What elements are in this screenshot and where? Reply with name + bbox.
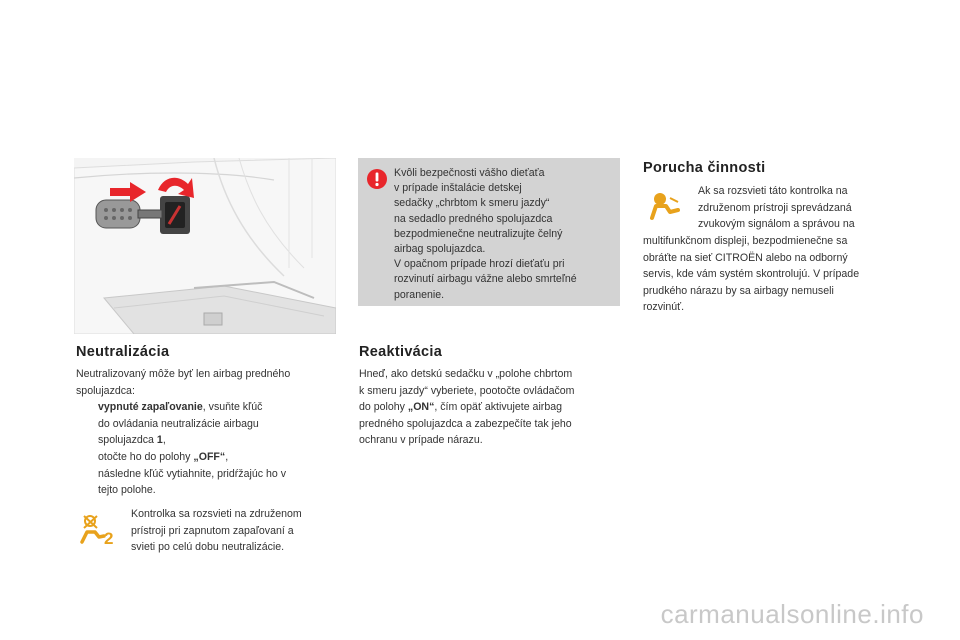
step-2-end: , xyxy=(225,450,229,463)
malfunction-line: zvukovým signálom a správou na xyxy=(698,218,855,231)
warning-text xyxy=(394,166,577,303)
lamp-digit: 2 xyxy=(104,529,114,546)
malfunction-body xyxy=(643,233,859,316)
reactivation-line xyxy=(359,399,575,416)
lamp-line: svieti po celú dobu neutralizácie. xyxy=(131,541,285,554)
malfunction-line: prudkého nárazu by sa airbagy nemuseli xyxy=(643,284,834,297)
lamp-line: prístroji pri zapnutom zapaľovaní a xyxy=(131,524,294,537)
step-2 xyxy=(76,449,346,466)
step-2-bold: „OFF“ xyxy=(193,450,226,463)
airbag-off-lamp-icon xyxy=(80,512,120,546)
malfunction-intro xyxy=(698,183,855,233)
step-1-line2: do ovládania neutralizácie airbagu xyxy=(98,417,259,430)
warning-line: v prípade inštalácie detskej xyxy=(394,182,522,195)
step-1-line3 xyxy=(76,432,346,449)
step-1 xyxy=(76,399,346,416)
warning-line: rozvinutí airbagu vážne alebo smrteľné xyxy=(394,273,577,286)
step-3 xyxy=(76,466,346,483)
malfunction-title: Porucha činnosti xyxy=(643,160,766,176)
watermark: carmanualsonline.info xyxy=(660,599,924,629)
warning-line: V opačnom prípade hrozí dieťaťu pri xyxy=(394,258,565,271)
warning-line: bezpodmienečne neutralizujte čelný xyxy=(394,227,563,240)
malfunction-line: Ak sa rozsvieti táto kontrolka na xyxy=(698,185,848,197)
warning-icon xyxy=(366,168,388,190)
warning-line: poranenie. xyxy=(394,288,445,301)
airbag-switch-illustration xyxy=(74,158,336,334)
malfunction-line: obráťte na sieť CITROËN alebo na odborný xyxy=(643,251,848,264)
step-2-text: otočte ho do polohy xyxy=(98,450,194,463)
step-1-text: , vsuňte kľúč xyxy=(202,401,263,414)
step-1-line3-text: spolujazdca xyxy=(98,434,157,447)
reactivation-line: Hneď, ako detskú sedačku v „polohe chbrtom xyxy=(359,368,573,380)
malfunction-line: rozvinúť. xyxy=(643,301,685,314)
warning-box xyxy=(358,158,620,306)
warning-line: Kvôli bezpečnosti vášho dieťaťa xyxy=(394,167,545,179)
malfunction-line: multifunkčnom displeji, bezpodmienečne sa xyxy=(643,235,848,247)
malfunction-line: servis, kde vám systém skontrolujú. V prípade xyxy=(643,268,860,281)
airbag-warning-lamp-icon xyxy=(648,190,682,222)
neutralization-title: Neutralizácia xyxy=(76,344,170,360)
lamp-text xyxy=(131,506,302,556)
lamp-line: Kontrolka sa rozsvieti na združenom xyxy=(131,508,302,520)
malfunction-line: združenom prístroji sprevádzaná xyxy=(698,201,852,214)
reactivation-line: k smeru jazdy“ vyberiete, pootočte ovládačom xyxy=(359,384,575,397)
step-1-line3-end: , xyxy=(162,434,166,447)
step-3-text: následne kľúč vytiahnite, pridŕžajúc ho v xyxy=(98,467,286,480)
intro-line: Neutralizovaný môže byť len airbag predného xyxy=(76,368,291,380)
step-3-line2: tejto polohe. xyxy=(98,484,156,497)
intro-line: spolujazdca: xyxy=(76,384,135,397)
warning-line: airbag spolujazdca. xyxy=(394,243,486,256)
step-1-bold: vypnuté zapaľovanie xyxy=(98,401,203,414)
reactivation-title: Reaktivácia xyxy=(359,344,443,360)
warning-line: na sedadlo predného spolujazdca xyxy=(394,212,553,225)
warning-line: sedačky „chrbtom k smeru jazdy“ xyxy=(394,197,550,210)
reactivation-body xyxy=(359,366,575,449)
reactivation-line3-end: , čím opäť aktivujete airbag xyxy=(434,401,563,414)
reactivation-on: „ON“ xyxy=(407,401,435,414)
reactivation-line: predného spolujazdca a zabezpečíte tak jeho xyxy=(359,417,572,430)
reactivation-line3-text: do polohy xyxy=(359,401,408,414)
reactivation-line: ochranu v prípade nárazu. xyxy=(359,434,483,447)
neutralization-body xyxy=(76,366,346,499)
step-1-callout: 1 xyxy=(156,434,163,447)
